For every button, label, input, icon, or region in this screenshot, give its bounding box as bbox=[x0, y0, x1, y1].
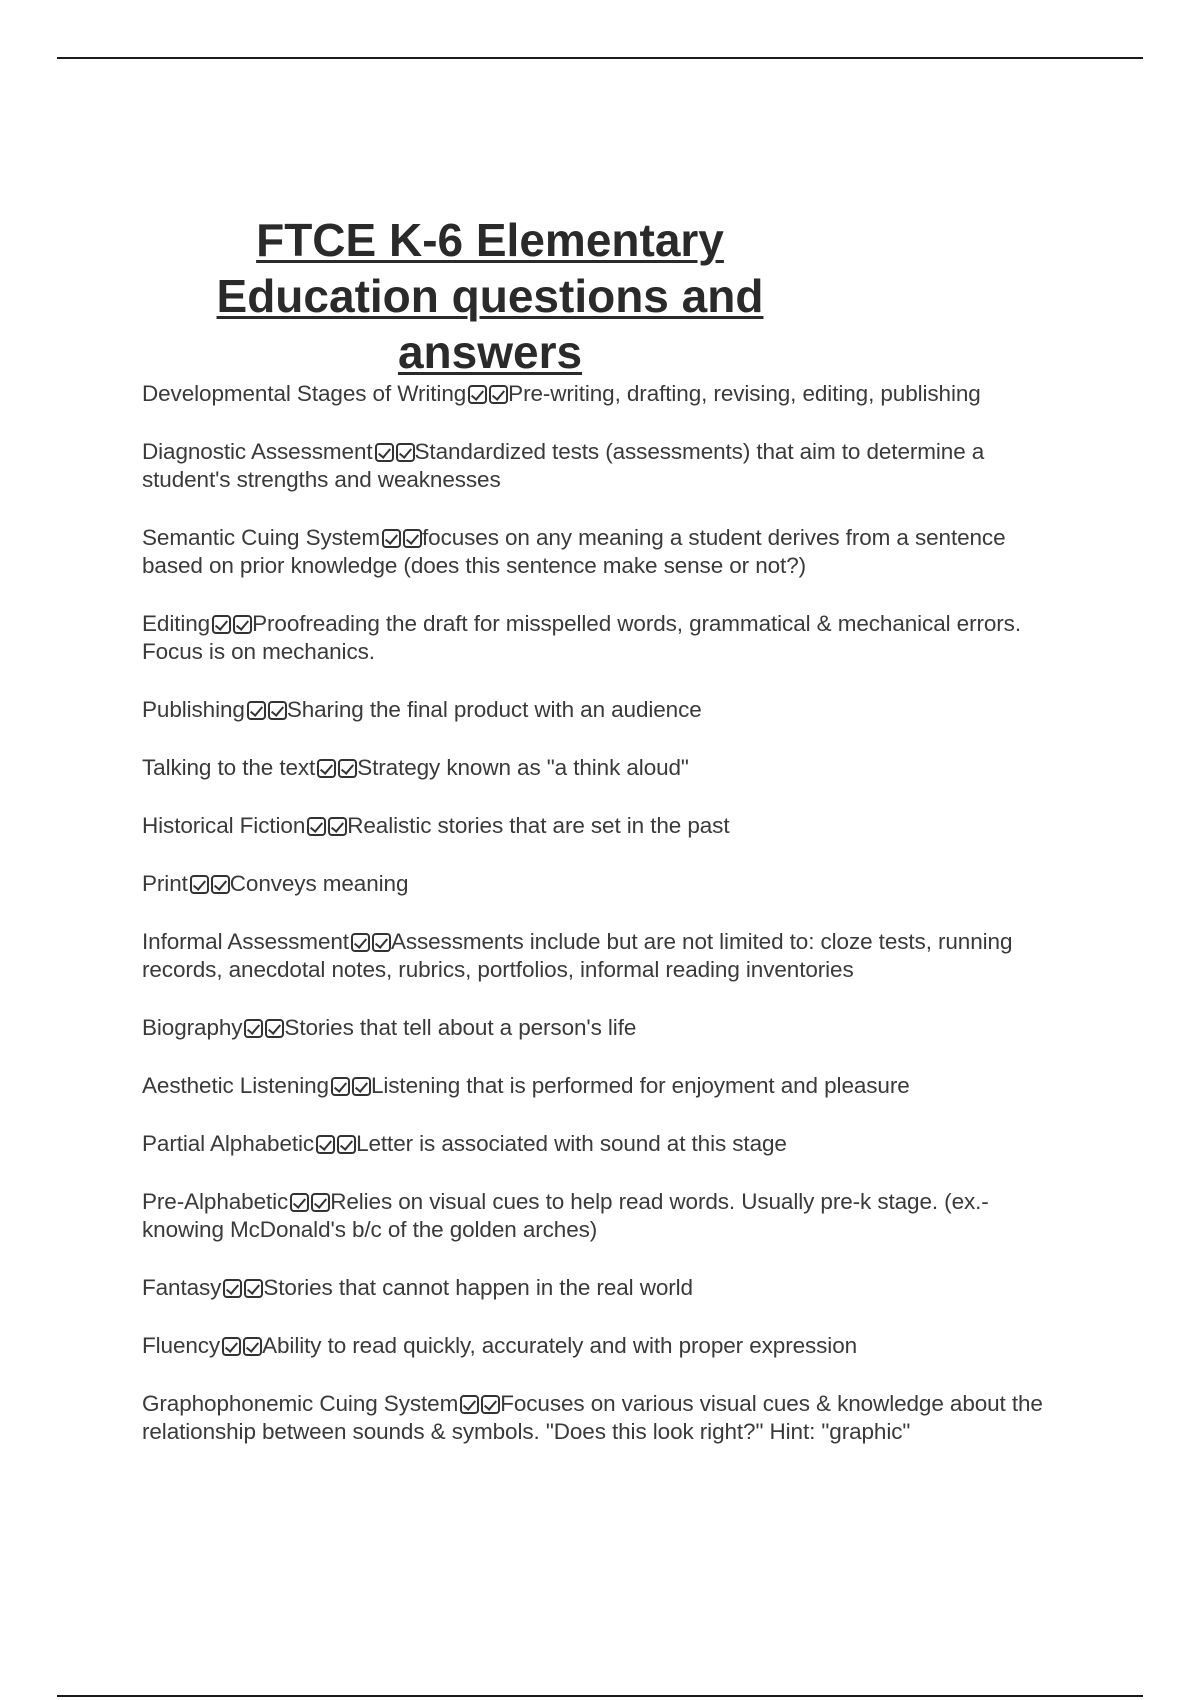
qa-item bbox=[142, 380, 1072, 438]
checkbox-icon bbox=[460, 1395, 479, 1414]
checkbox-icon bbox=[337, 1135, 356, 1154]
checkbox-icon bbox=[331, 1077, 350, 1096]
qa-item bbox=[142, 870, 1072, 928]
checkbox-icon bbox=[244, 1019, 263, 1038]
qa-answer: Proofreading the draft for misspelled words, grammatical & mechanical errors. Focus is on mechanics. bbox=[142, 611, 1021, 664]
bottom-rule bbox=[57, 1695, 1143, 1697]
qa-answer: Relies on visual cues to help read words. Usually pre-k stage. (ex.- knowing McDonald's b/c of the golden arches) bbox=[142, 1189, 989, 1242]
qa-item bbox=[142, 1188, 1072, 1274]
qa-term: Publishing bbox=[142, 697, 245, 722]
checkbox-icon bbox=[290, 1193, 309, 1212]
checkbox-icon bbox=[307, 817, 326, 836]
qa-item bbox=[142, 524, 1072, 610]
qa-item bbox=[142, 1274, 1072, 1332]
checkbox-icon bbox=[489, 385, 508, 404]
qa-term: Historical Fiction bbox=[142, 813, 306, 838]
qa-term: Print bbox=[142, 871, 188, 896]
qa-item bbox=[142, 696, 1072, 754]
checkbox-icon bbox=[222, 1337, 241, 1356]
qa-answer: Sharing the final product with an audience bbox=[286, 697, 702, 722]
qa-answer: Focuses on various visual cues & knowledge about the relationship between sounds & symbols. "Does this look right?" Hint: "graphic" bbox=[142, 1391, 1043, 1444]
checkbox-icon bbox=[396, 443, 415, 462]
checkbox-icon bbox=[468, 385, 487, 404]
checkbox-icon bbox=[223, 1279, 242, 1298]
qa-item bbox=[142, 1014, 1072, 1072]
checkbox-icon bbox=[233, 615, 252, 634]
qa-term: Pre-Alphabetic bbox=[142, 1189, 289, 1214]
qa-term: Informal Assessment bbox=[142, 929, 349, 954]
qa-term: Aesthetic Listening bbox=[142, 1073, 329, 1098]
qa-item bbox=[142, 1072, 1072, 1130]
qa-answer: Letter is associated with sound at this stage bbox=[356, 1131, 787, 1156]
checkbox-icon bbox=[352, 1077, 371, 1096]
qa-item bbox=[142, 1390, 1072, 1476]
qa-term: Fantasy bbox=[142, 1275, 222, 1300]
checkbox-icon bbox=[338, 759, 357, 778]
qa-answer: Conveys meaning bbox=[229, 871, 409, 896]
checkbox-icon bbox=[317, 759, 336, 778]
checkbox-icon bbox=[316, 1135, 335, 1154]
checkbox-icon bbox=[211, 875, 230, 894]
checkbox-icon bbox=[247, 701, 266, 720]
qa-item bbox=[142, 1130, 1072, 1188]
qa-term: Talking to the text bbox=[142, 755, 316, 780]
top-rule bbox=[57, 57, 1143, 59]
qa-term: Biography bbox=[142, 1015, 243, 1040]
checkbox-icon bbox=[265, 1019, 284, 1038]
qa-answer: Standardized tests (assessments) that aim to determine a student's strengths and weaknesses bbox=[142, 439, 985, 492]
qa-term: Diagnostic Assessment bbox=[142, 439, 373, 464]
checkbox-icon bbox=[375, 443, 394, 462]
qa-answer: Strategy known as "a think aloud" bbox=[357, 755, 689, 780]
checkbox-icon bbox=[190, 875, 209, 894]
qa-answer: Assessments include but are not limited to: cloze tests, running records, anecdotal notes, rubrics, portfolios, informal reading inventories bbox=[142, 929, 1013, 982]
checkbox-icon bbox=[311, 1193, 330, 1212]
qa-item bbox=[142, 928, 1072, 1014]
checkbox-icon bbox=[243, 1337, 262, 1356]
qa-term: Editing bbox=[142, 611, 211, 636]
qa-item bbox=[142, 754, 1072, 812]
qa-answer: focuses on any meaning a student derives from a sentence based on prior knowledge (does this sentence make sense or not?) bbox=[142, 525, 1006, 578]
qa-term: Partial Alphabetic bbox=[142, 1131, 315, 1156]
qa-item bbox=[142, 1332, 1072, 1390]
qa-answer: Stories that cannot happen in the real world bbox=[263, 1275, 693, 1300]
qa-answer: Pre-writing, drafting, revising, editing, publishing bbox=[508, 381, 981, 406]
qa-answer: Stories that tell about a person's life bbox=[284, 1015, 637, 1040]
qa-item bbox=[142, 610, 1072, 696]
document-title: FTCE K-6 Elementary Education questions and answers bbox=[216, 214, 764, 378]
qa-item bbox=[142, 812, 1072, 870]
checkbox-icon bbox=[268, 701, 287, 720]
checkbox-icon bbox=[481, 1395, 500, 1414]
qa-item bbox=[142, 438, 1072, 524]
qa-answer: Realistic stories that are set in the past bbox=[347, 813, 730, 838]
qa-term: Developmental Stages of Writing bbox=[142, 381, 467, 406]
checkbox-icon bbox=[212, 615, 231, 634]
checkbox-icon bbox=[328, 817, 347, 836]
checkbox-icon bbox=[244, 1279, 263, 1298]
checkbox-icon bbox=[372, 933, 391, 952]
qa-answer: Ability to read quickly, accurately and with proper expression bbox=[262, 1333, 858, 1358]
checkbox-icon bbox=[403, 529, 422, 548]
checkbox-icon bbox=[351, 933, 370, 952]
qa-term: Graphophonemic Cuing System bbox=[142, 1391, 459, 1416]
qa-answer: Listening that is performed for enjoyment and pleasure bbox=[370, 1073, 910, 1098]
qa-term: Fluency bbox=[142, 1333, 221, 1358]
checkbox-icon bbox=[382, 529, 401, 548]
qa-term: Semantic Cuing System bbox=[142, 525, 380, 550]
qa-list bbox=[142, 380, 1072, 1476]
